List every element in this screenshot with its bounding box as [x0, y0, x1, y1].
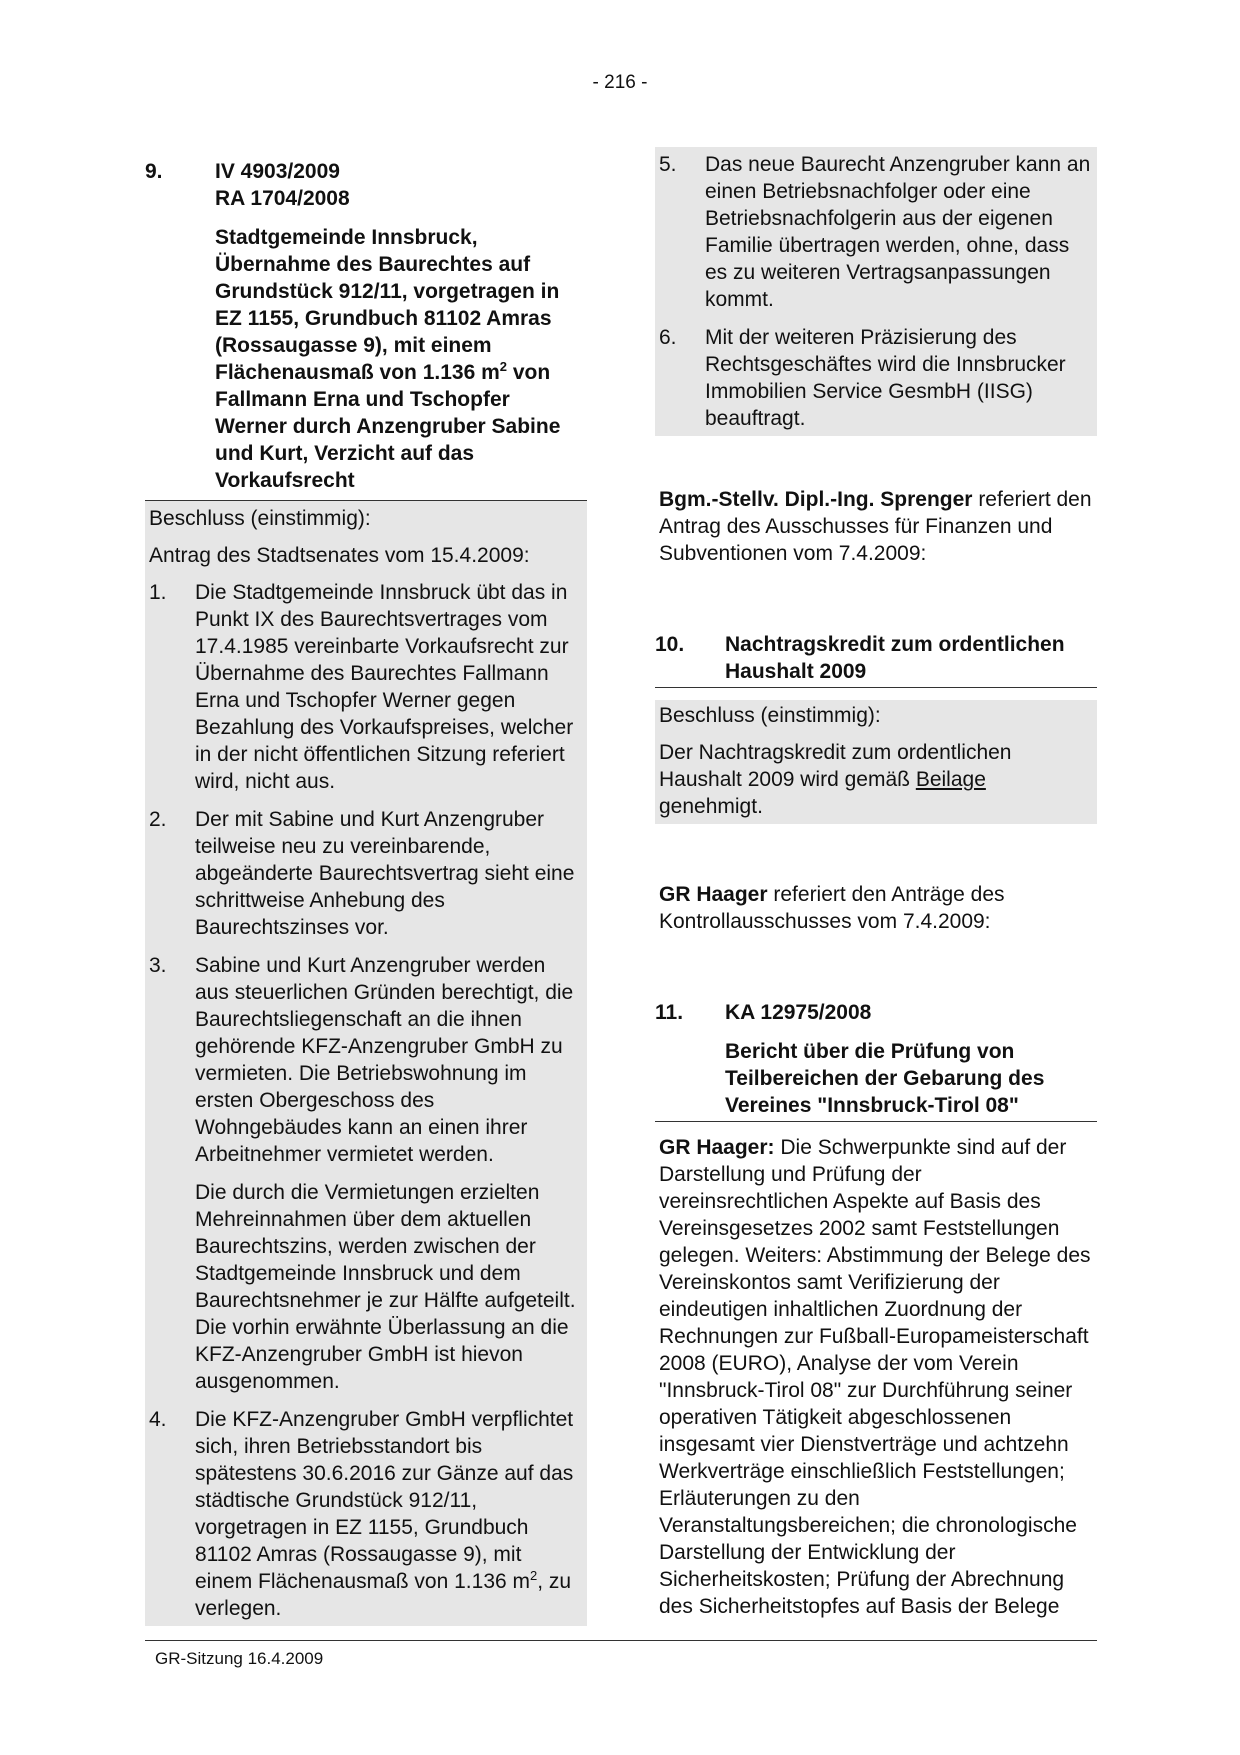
beschluss-label: Beschluss (einstimmig): — [149, 507, 371, 530]
page-footer — [145, 1640, 1097, 1669]
list-item: 4. Die KFZ-Anzengruber GmbH verpflichtet sich, ihren Betriebsstandort bis spätestens 30.6.2016 zur Gänze auf das städtische Grundstück 912/11, vorgetragen in EZ 1155, Grundbuch 81102 Amras (Rossaugasse 9), mit einem Flächenausmaß von 1.136 $m^2$, zu verlegen. — [149, 1408, 574, 1620]
item-10-resolution-box: Beschluss (einstimmig): Der Nachtragskredit zum ordentlichen Haushalt 2009 wird gemäß Beilage genehmigt. — [655, 700, 1097, 824]
item-10-heading: 10. Nachtragskredit zum ordentlichen Haushalt 2009 — [655, 631, 1097, 687]
item-9-ref-1: IV 4903/2009 — [215, 160, 340, 183]
item-9-resolution-box — [145, 501, 587, 1626]
list-item: 6. Mit der weiteren Präzisierung des Rechtsgeschäftes wird die Innsbrucker Immobilien Service GesmbH (IISG) beauftragt. — [659, 326, 1066, 430]
page-number: - 216 - — [592, 72, 648, 93]
resolution-points-left — [149, 579, 583, 1622]
list-item: 5. Das neue Baurecht Anzengruber kann an einen Betriebsnachfolger oder eine Betriebsnachfolgerin aus der eigenen Familie übertragen werden, ohne, dass es zu weiteren Vertragsanpassungen kommt. — [659, 153, 1091, 311]
item-11-title: Bericht über die Prüfung von Teilbereichen der Gebarung des Vereines "Innsbruck-Tirol 08" — [725, 1040, 1045, 1117]
item-11-ref: KA 12975/2008 — [725, 1001, 872, 1024]
item-11-heading: 11. KA 12975/2008 Bericht über die Prüfung von Teilbereichen der Gebarung des Vereines "Innsbruck-Tirol 08" — [655, 999, 1097, 1121]
right-column — [655, 147, 1097, 1620]
item-9-ref-2: RA 1704/2008 — [215, 187, 350, 210]
item-9-title: Stadtgemeinde Innsbruck, Übernahme des Baurechtes auf Grundstück 912/11, vorgetragen in EZ 1155, Grundbuch 81102 Amras (Rossaugasse 9), mit einem Flächenausmaß von 1.136 $m^2$ von Fallmann Erna und Tschopfer Werner durch Anzengruber Sabine und Kurt, Verzicht auf das Vorkaufsrecht — [215, 226, 561, 492]
footer-session: GR-Sitzung 16.4.2009 — [155, 1649, 324, 1668]
left-column — [145, 158, 587, 1626]
beilage-link[interactable]: Beilage — [915, 768, 986, 791]
list-item: 3. Sabine und Kurt Anzengruber werden aus steuerlichen Gründen berechtigt, die Baurechtsliegenschaft an die ihnen gehörende KFZ-Anzengruber GmbH zu vermieten. Die Betriebswohnung im ersten Obergeschoss des Wohngebäudes kann an einen ihrer Arbeitnehmer vermietet werden. Die durch die Vermietungen erzielten Mehreinnahmen über dem aktuellen Baurechtszins, werden zwischen der Stadtgemeinde Innsbruck und dem Baurechtsnehmer je zur Hälfte aufgeteilt. Die vorhin erwähnte Überlassung an die KFZ-Anzengruber GmbH ist hievon ausgenommen. — [149, 954, 576, 1393]
item-11-report-text: GR Haager: Die Schwerpunkte sind auf der Darstellung und Prüfung der vereinsrechtlichen Aspekte auf Basis des Vereinsgesetzes 2002 samt Feststellungen gelegen. Weiters: Abstimmung der Belege des Vereinskontos samt Verifizierung der eindeutigen inhaltlichen Zuordnung der Rechnungen zur Fußball-Europameisterschaft 2008 (EURO), Analyse der vom Verein "Innsbruck-Tirol 08" zur Durchführung seiner operativen Tätigkeit abgeschlossenen insgesamt vier Dienstverträge und achtzehn Werkverträge einschließlich Feststellungen; Erläuterungen zu den Veranstaltungsbereichen; die chronologische Darstellung der Entwicklung der Sicherheitskosten; Prüfung der Abrechnung des Sicherheitstopfes auf Basis der Belege — [659, 1136, 1091, 1618]
speaker-paragraph-sprenger: Bgm.-Stellv. Dipl.-Ing. Sprenger referiert den Antrag des Ausschusses für Finanzen und Subventionen vom 7.4.2009: — [659, 488, 1092, 565]
item-9-heading — [145, 158, 587, 500]
list-item: 2. Der mit Sabine und Kurt Anzengruber teilweise neu zu vereinbarende, abgeänderte Baurechtsvertrag sieht eine schrittweise Anhebung des Baurechtszinses vor. — [149, 808, 575, 939]
item-9-number: 9. — [145, 160, 163, 183]
speaker-paragraph-haager: GR Haager referiert den Anträge des Kontrollausschusses vom 7.4.2009: — [659, 883, 1005, 933]
list-item: 1. Die Stadtgemeinde Innsbruck übt das in Punkt IX des Baurechtsvertrages vom 17.4.1985 vereinbarte Vorkaufsrecht zur Übernahme des Baurechtes Fallmann Erna und Tschopfer Werner gegen Bezahlung des Vorkaufspreises, welcher in der nicht öffentlichen Sitzung referiert wird, nicht aus. — [149, 581, 574, 793]
item-9-resolution-continued — [655, 147, 1097, 436]
antrag-label: Antrag des Stadtsenates vom 15.4.2009: — [149, 544, 530, 567]
item-10-title: Nachtragskredit zum ordentlichen Haushalt 2009 — [725, 633, 1065, 683]
